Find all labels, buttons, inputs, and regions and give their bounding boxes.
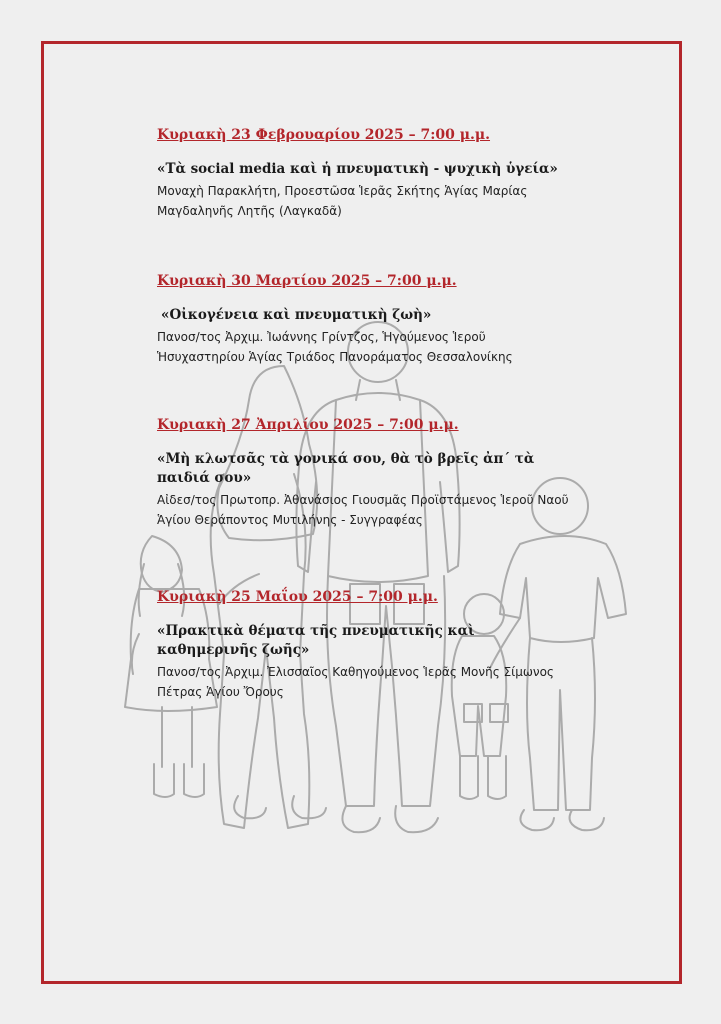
event-speaker: Πανοσ/τος Ἀρχιμ. Ἰωάννης Γρίντζος, Ἡγούμενος Ἱεροῦ Ἡσυχαστηρίου Ἁγίας Τριάδος Πανοράματος Θεσσαλονίκης (157, 330, 513, 364)
event-block (157, 589, 577, 702)
event-block (157, 127, 577, 221)
event-title: «Τὰ social media καὶ ἡ πνευματικὴ - ψυχικὴ ὑγεία» (157, 161, 558, 177)
event-date: Κυριακὴ 30 Μαρτίου 2025 – 7:00 μ.μ. (157, 273, 457, 289)
event-speaker: Πανοσ/τος Ἀρχιμ. Ἐλισσαῖος Καθηγούμενος Ἱερᾶς Μονῆς Σίμωνος Πέτρας Ἁγίου Ὄρους (157, 665, 554, 699)
event-title: «Πρακτικὰ θέματα τῆς πνευματικῆς καὶ καθημερινῆς ζωῆς» (157, 623, 475, 658)
event-speaker: Αἰδεσ/τος Πρωτοπρ. Ἀθανάσιος Γιουσμᾶς Προϊστάμενος Ἱεροῦ Ναοῦ Ἁγίου Θεράποντος Μυτιλήνης - Συγγραφέας (157, 493, 569, 527)
event-date: Κυριακὴ 27 Ἀπριλίου 2025 – 7:00 μ.μ. (157, 417, 459, 433)
event-title: «Οἰκογένεια καὶ πνευματικὴ ζωὴ» (161, 307, 432, 323)
event-title: «Μὴ κλωτσᾶς τὰ γονικά σου, θὰ τὸ βρεῖς ἀπ΄ τὰ παιδιά σου» (157, 451, 535, 486)
page-frame (41, 41, 682, 984)
event-date: Κυριακὴ 23 Φεβρουαρίου 2025 – 7:00 μ.μ. (157, 127, 491, 143)
event-speaker: Μοναχὴ Παρακλήτη, Προεστῶσα Ἱερᾶς Σκήτης Ἁγίας Μαρίας Μαγδαληνῆς Λητῆς (Λαγκαδᾶ) (157, 184, 528, 218)
event-block (157, 417, 577, 530)
event-date: Κυριακὴ 25 Μαΐου 2025 – 7:00 μ.μ. (157, 589, 438, 605)
event-block (157, 273, 577, 367)
